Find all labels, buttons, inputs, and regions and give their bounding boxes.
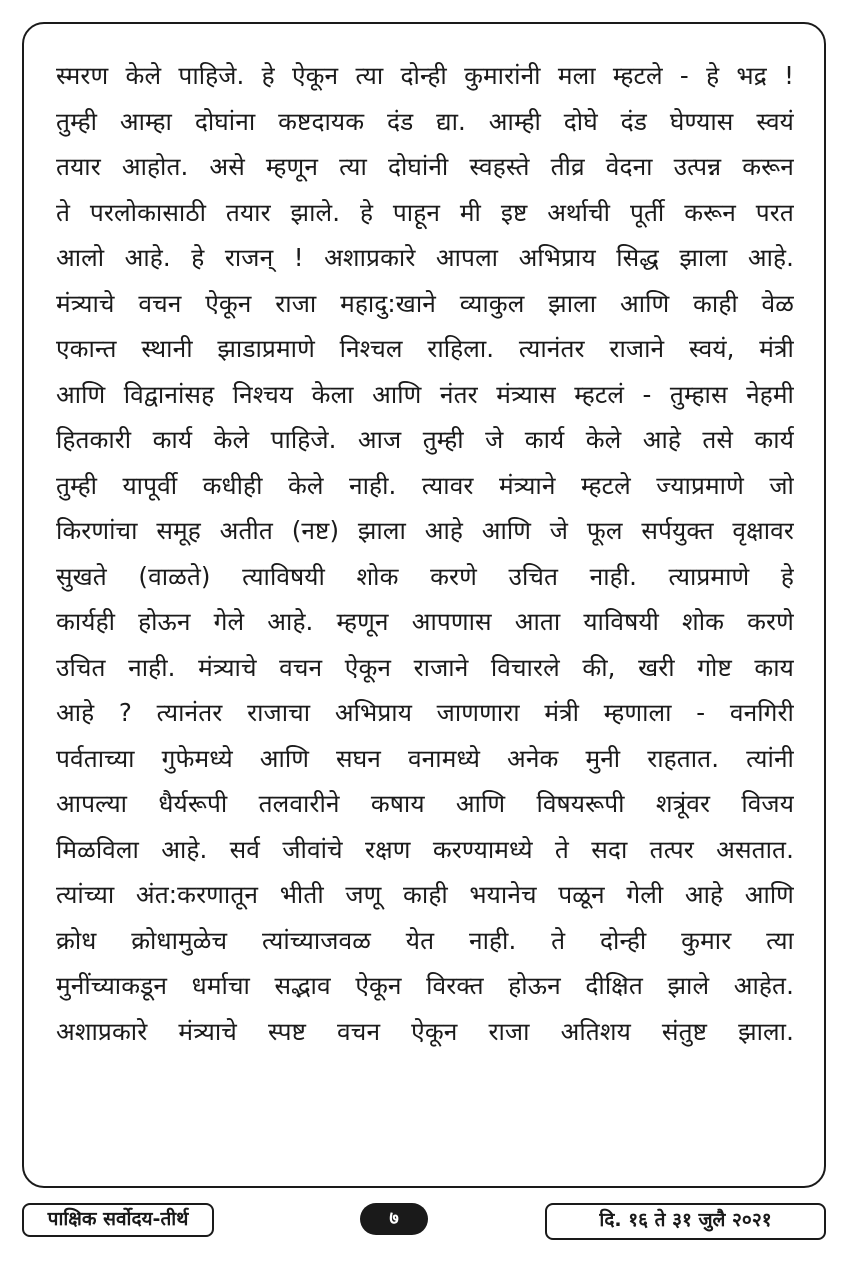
body-line: आलो आहे. हे राजन् ! अशाप्रकारे आपला अभिप्राय सिद्ध झाला आहे.: [56, 243, 794, 272]
issue-date: दि. १६ ते ३१ जुलै २०२१: [545, 1203, 826, 1240]
page-number-badge: ७: [360, 1203, 428, 1235]
body-line: एकान्त स्थानी झाडाप्रमाणे निश्चल राहिला. त्यानंतर राजाने स्वयं, मंत्री: [56, 334, 794, 363]
body-line: आणि विद्वानांसह निश्चय केला आणि नंतर मंत्र्यास म्हटलं - तुम्हास नेहमी: [56, 379, 794, 409]
body-line: मंत्र्याचे वचन ऐकून राजा महादु:खाने व्याकुल झाला आणि काही वेळ: [56, 288, 794, 318]
body-line: तुम्ही यापूर्वी कधीही केले नाही. त्यावर मंत्र्याने म्हटले ज्याप्रमाणे जो: [56, 470, 794, 500]
body-line: तुम्ही आम्हा दोघांना कष्टदायक दंड द्या. आम्ही दोघे दंड घेण्यास स्वयं: [56, 106, 794, 136]
body-line: मिळविला आहे. सर्व जीवांचे रक्षण करण्यामध्ये ते सदा तत्पर असतात.: [56, 834, 794, 864]
body-line: क्रोध क्रोधामुळेच त्यांच्याजवळ येत नाही. ते दोन्ही कुमार त्या: [56, 925, 794, 955]
body-line: उचित नाही. मंत्र्याचे वचन ऐकून राजाने विचारले की, खरी गोष्ट काय: [56, 652, 794, 682]
body-line: अशाप्रकारे मंत्र्याचे स्पष्ट वचन ऐकून राजा अतिशय संतुष्ट झाला.: [56, 1016, 794, 1046]
body-line: ते परलोकासाठी तयार झाले. हे पाहून मी इष्ट अर्थाची पूर्ती करून परत: [56, 197, 794, 227]
body-line: आहे ? त्यानंतर राजाचा अभिप्राय जाणणारा मंत्री म्हणाला - वनगिरी: [56, 698, 794, 727]
body-line: त्यांच्या अंत:करणातून भीती जणू काही भयानेच पळून गेली आहे आणि: [56, 880, 794, 909]
page-footer: [0, 1203, 850, 1243]
body-line: तयार आहोत. असे म्हणून त्या दोघांनी स्वहस्ते तीव्र वेदना उत्पन्न करून: [56, 152, 794, 181]
body-line: हितकारी कार्य केले पाहिजे. आज तुम्ही जे कार्य केले आहे तसे कार्य: [56, 425, 794, 454]
body-line: आपल्या धैर्यरूपी तलवारीने कषाय आणि विषयरूपी शत्रूंवर विजय: [56, 789, 794, 818]
body-line: पर्वताच्या गुफेमध्ये आणि सघन वनामध्ये अनेक मुनी राहतात. त्यांनी: [56, 743, 794, 773]
body-line: सुखते (वाळते) त्याविषयी शोक करणे उचित नाही. त्याप्रमाणे हे: [56, 561, 794, 591]
body-line: स्मरण केले पाहिजे. हे ऐकून त्या दोन्ही कुमारांनी मला म्हटले - हे भद्र !: [56, 61, 794, 90]
publication-name: पाक्षिक सर्वोदय-तीर्थ: [22, 1203, 214, 1237]
body-line: मुनींच्याकडून धर्माचा सद्भाव ऐकून विरक्त होऊन दीक्षित झाले आहेत.: [56, 971, 794, 1000]
text-frame: [22, 22, 826, 1188]
body-line: कार्यही होऊन गेले आहे. म्हणून आपणास आता याविषयी शोक करणे: [56, 607, 794, 636]
body-line: किरणांचा समूह अतीत (नष्ट) झाला आहे आणि जे फूल सर्पयुक्त वृक्षावर: [56, 516, 794, 545]
